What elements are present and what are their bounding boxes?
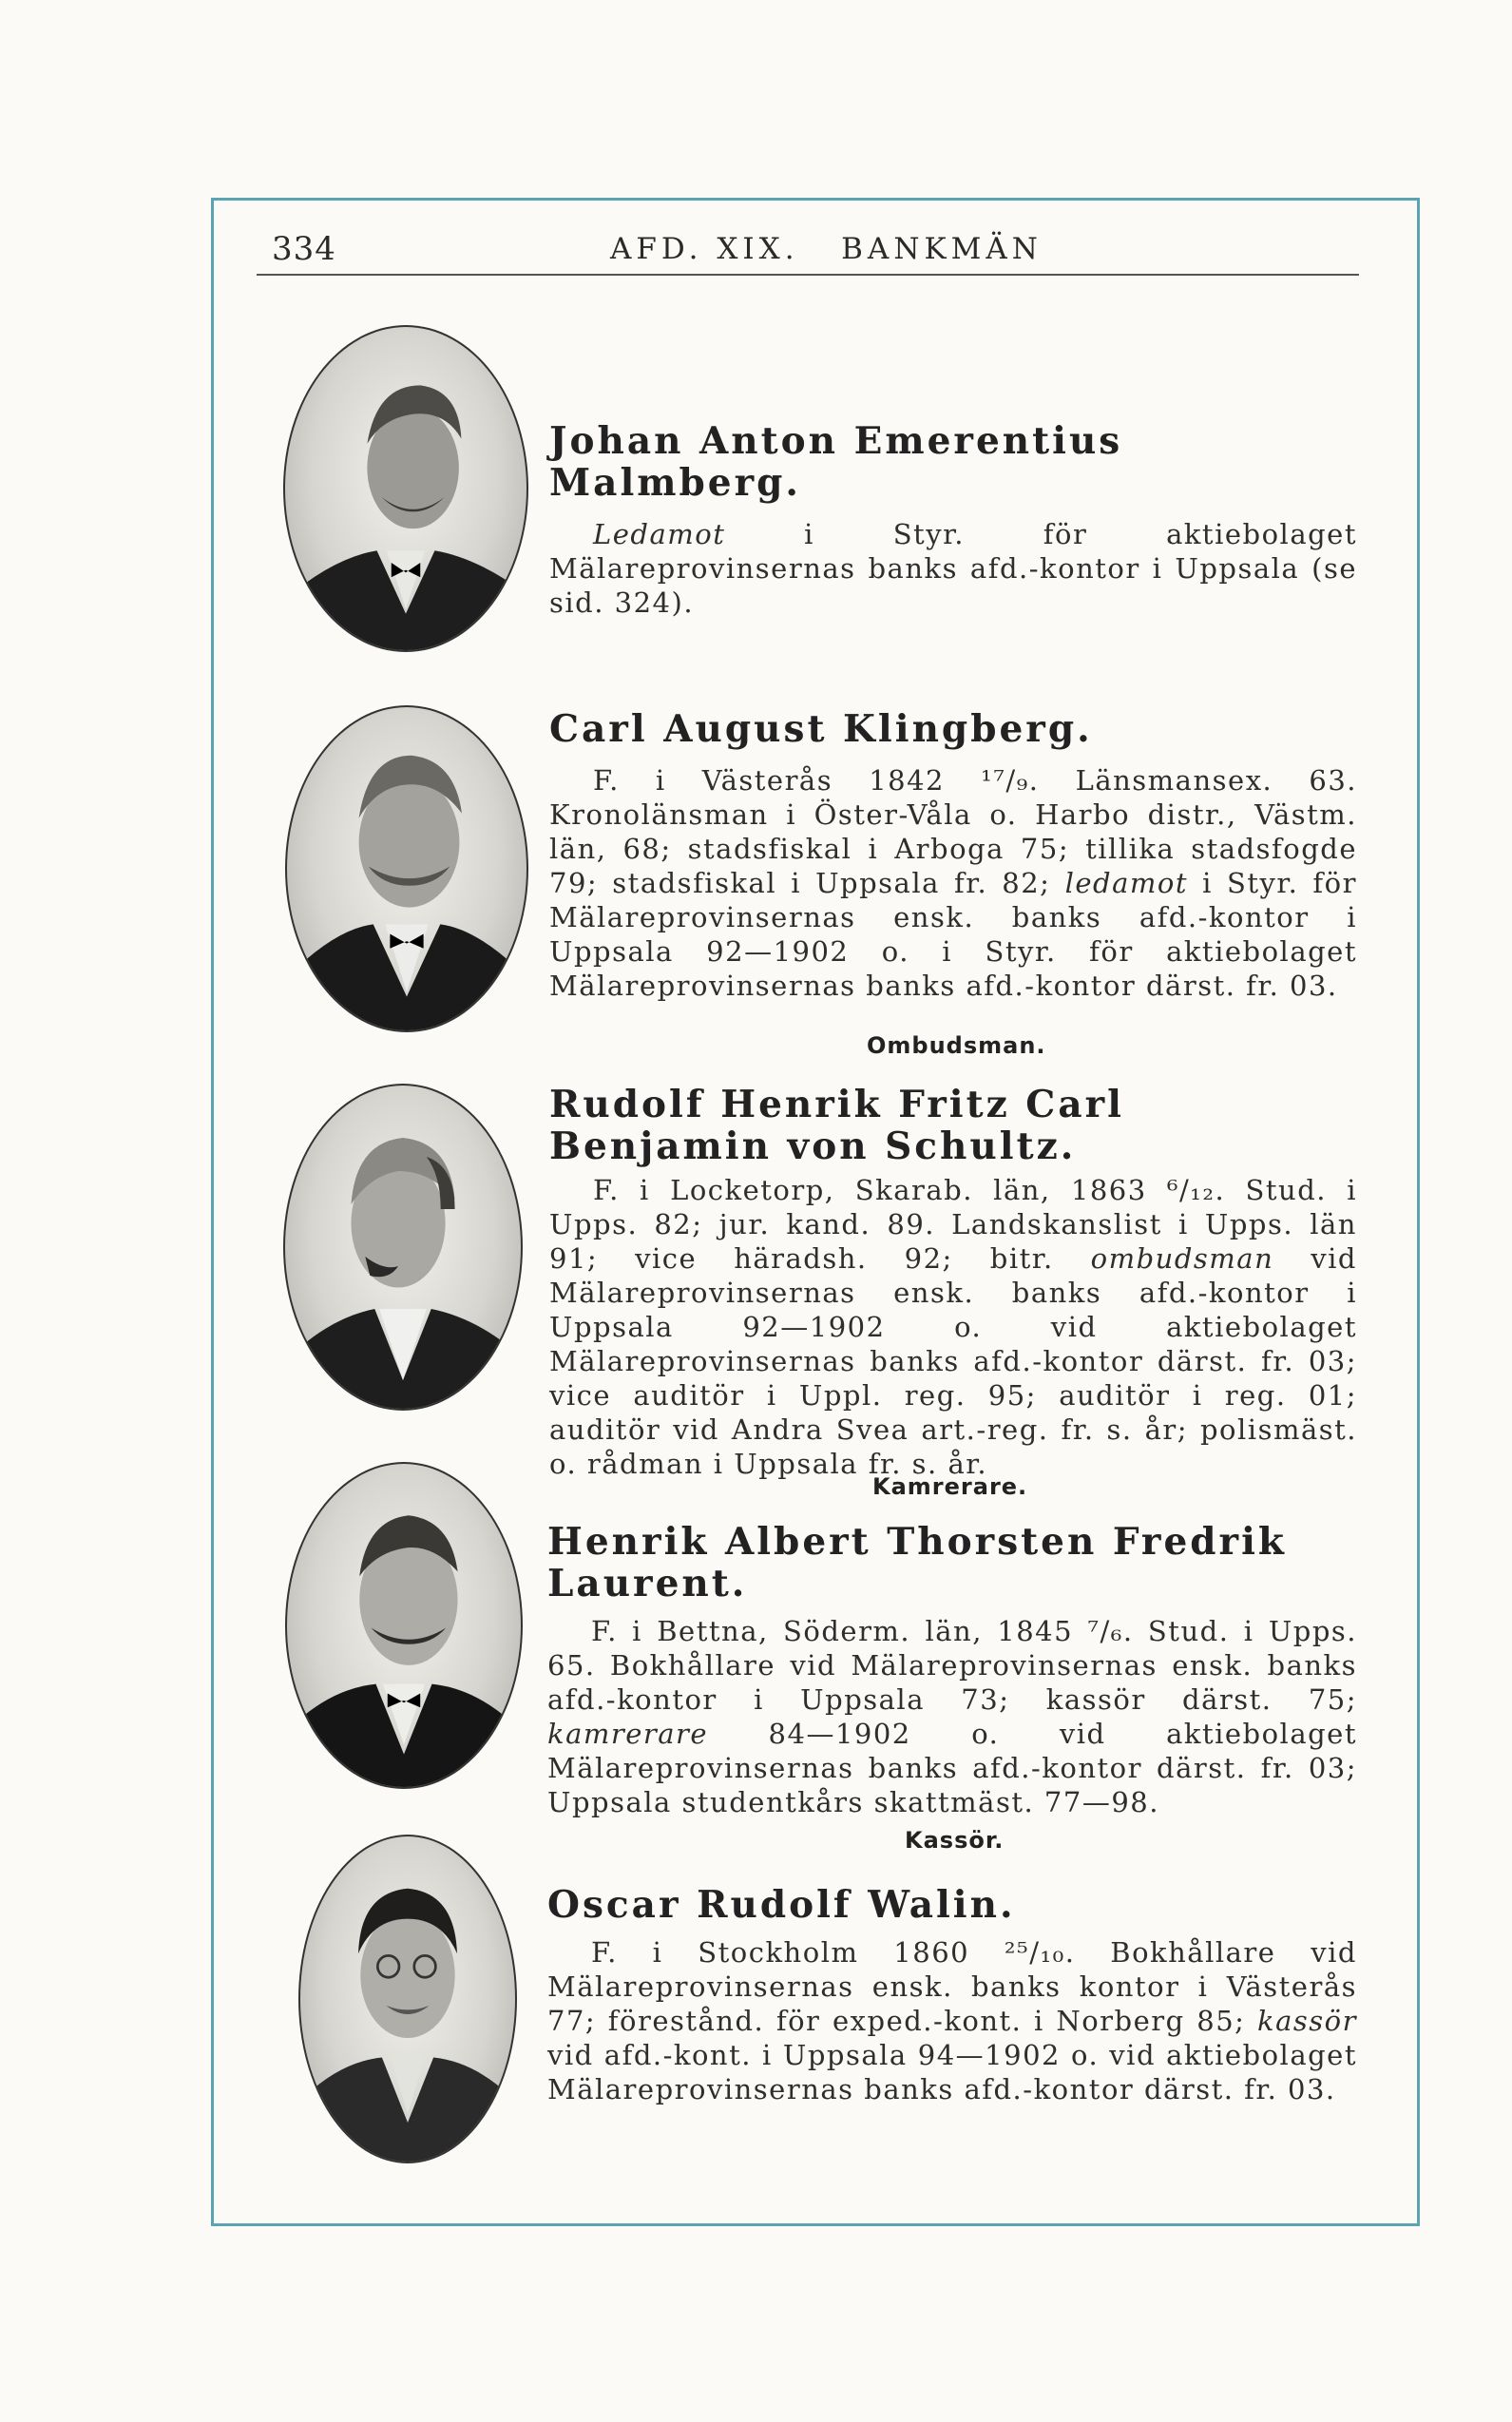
bio-emphasis: kamrerare [547, 1718, 709, 1750]
entry-malmberg [549, 420, 1357, 620]
bio-text: vid afd.-kont. i Uppsala 94—1902 o. vid aktiebolaget Mälareprovinsernas banks afd.-kontor därst. fr. 03. [547, 2039, 1357, 2105]
bio-emphasis: ombudsman [1090, 1242, 1274, 1275]
bio-text: i Styr. för Mälareprovinsernas ensk. banks afd.-kontor i Uppsala 92—1902 o. i Styr. för aktiebolaget Mälareprovinsernas banks afd.-kontor därst. fr. 03. [549, 867, 1357, 1002]
bio-text: i Styr. för aktiebolaget Mälareprovinsernas banks afd.-kontor i Uppsala (se sid. 324). [549, 518, 1357, 619]
portrait-schultz [283, 1084, 523, 1411]
section-heading-ombudsman: Ombudsman. [867, 1032, 1046, 1059]
entry-klingberg [549, 708, 1357, 1003]
person-bio [547, 1614, 1357, 1819]
person-name: Johan Anton Emerentius Malmberg. [549, 419, 1123, 505]
bio-text: F. i Bettna, Söderm. län, 1845 ⁷/₆. Stud. i Upps. 65. Bokhållare vid Mälareprovinsernas ensk. banks afd.-kontor i Uppsala 73; kassör därst. 75; [547, 1615, 1357, 1716]
bio-text: F. i Locketorp, Skarab. län, 1863 ⁶/₁₂. Stud. i Upps. 82; jur. kand. 89. Landskanslist i Upps. län 91; vice häradsh. 92; bitr. [549, 1174, 1357, 1275]
person-name: Rudolf Henrik Fritz Carl Benjamin von Schultz. [549, 1083, 1124, 1168]
entry-laurent [547, 1521, 1357, 1819]
bio-text: vid Mälareprovinsernas ensk. banks afd.-kontor i Uppsala 92—1902 o. vid aktiebolaget Mälareprovinsernas banks afd.-kontor därst. fr. 03; vice auditör i Uppl. reg. 95; auditör i reg. 01; auditör vid Andra Svea art.-reg. fr. s. år; polismäst. o. rådman i Uppsala fr. s. år. [549, 1242, 1357, 1480]
section-heading-kassor: Kassör. [905, 1827, 1005, 1854]
person-bio [549, 763, 1357, 1003]
bio-emphasis: Ledamot [593, 518, 726, 550]
portrait-klingberg [285, 705, 528, 1032]
bio-text: F. i Västerås 1842 ¹⁷/₉. Länsmansex. 63. Kronolänsman i Öster-Våla o. Harbo distr., Västm. län, 68; stadsfiskal i Arboga 75; tillika stadsfogde 79; stadsfiskal i Uppsala fr. 82; [549, 764, 1357, 899]
bio-text: F. i Stockholm 1860 ²⁵/₁₀. Bokhållare vid Mälareprovinsernas ensk. banks kontor i Västerås 77; förestånd. för exped.-kont. i Norberg 85; [547, 1936, 1357, 2037]
section-heading-kamrerare: Kamrerare. [872, 1473, 1028, 1500]
person-name: Oscar Rudolf Walin. [547, 1883, 1016, 1927]
person-bio [549, 517, 1357, 620]
entry-walin [547, 1884, 1357, 2106]
entry-schultz [549, 1084, 1357, 1481]
page-number: 334 [272, 230, 336, 268]
bio-emphasis: ledamot [1064, 867, 1188, 899]
person-name: Henrik Albert Thorsten Fredrik Laurent. [547, 1520, 1287, 1605]
person-bio [549, 1173, 1357, 1481]
bio-text: 84—1902 o. vid aktiebolaget Mälareprovinsernas banks afd.-kontor därst. fr. 03; Uppsala studentkårs skattmäst. 77—98. [547, 1718, 1357, 1818]
bio-emphasis: kassör [1257, 2005, 1357, 2037]
portrait-walin [298, 1835, 517, 2163]
running-head [257, 224, 1359, 276]
person-bio [547, 1935, 1357, 2106]
portrait-malmberg [283, 325, 528, 652]
person-name: Carl August Klingberg. [549, 707, 1093, 751]
running-title: AFD. XIX. BANKMÄN [610, 232, 1043, 266]
portrait-laurent [285, 1462, 523, 1789]
